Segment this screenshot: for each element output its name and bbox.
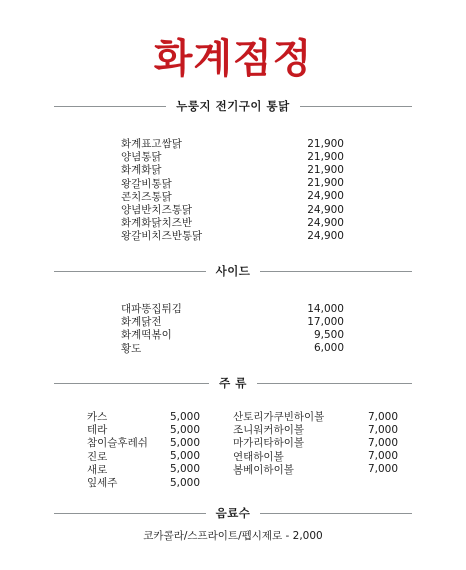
menu-item-price: 7,000 xyxy=(367,436,398,449)
menu-item xyxy=(233,463,398,476)
menu-item-name: 왕갈비치즈반통닭 xyxy=(121,230,203,243)
menu-item-name: 양념통닭 xyxy=(121,151,162,164)
divider-left xyxy=(54,513,206,514)
menu-item-price: 7,000 xyxy=(367,410,398,423)
menu-item-price: 5,000 xyxy=(169,463,200,476)
menu-item-price: 5,000 xyxy=(169,436,200,449)
menu-item xyxy=(87,423,200,436)
section-header-chicken xyxy=(54,98,412,114)
menu-item-price: 24,900 xyxy=(307,190,344,203)
section-title-alcohol: 주 류 xyxy=(219,376,247,390)
menu-item-name: 화계닭전 xyxy=(121,316,162,329)
divider-right xyxy=(300,106,412,107)
divider-right xyxy=(260,271,412,272)
menu-item-price: 7,000 xyxy=(367,423,398,436)
menu-item xyxy=(87,450,200,463)
menu-item xyxy=(121,150,344,163)
section-title-drinks: 음료수 xyxy=(215,506,251,520)
menu-item xyxy=(121,190,344,203)
divider-right xyxy=(257,383,412,384)
menu-item-name: 진로 xyxy=(87,450,108,463)
menu-item-name: 화계떡볶이 xyxy=(121,329,172,342)
menu-item xyxy=(87,436,200,449)
menu-item-price: 24,900 xyxy=(307,229,344,242)
menu-item xyxy=(87,410,200,423)
menu-item-name: 참이슬후레쉬 xyxy=(87,437,148,450)
menu-item-price: 7,000 xyxy=(367,463,398,476)
menu-item xyxy=(233,450,398,463)
divider-left xyxy=(54,383,209,384)
menu-item xyxy=(121,203,344,216)
menu-item xyxy=(121,328,344,341)
menu-item-price: 7,000 xyxy=(367,450,398,463)
menu-item-price: 24,900 xyxy=(307,216,344,229)
divider-left xyxy=(54,271,206,272)
menu-item xyxy=(121,177,344,190)
chicken-menu-list xyxy=(121,137,344,243)
menu-item-price: 21,900 xyxy=(307,163,344,176)
menu-item xyxy=(121,137,344,150)
alcohol-list-left xyxy=(87,410,200,489)
menu-item-name: 화계표고쌈닭 xyxy=(121,138,182,151)
menu-item xyxy=(121,302,344,315)
menu-item xyxy=(121,315,344,328)
menu-item xyxy=(87,476,200,489)
menu-item xyxy=(121,216,344,229)
menu-item-name: 콘치즈통닭 xyxy=(121,190,172,203)
drinks-line: 코카콜라/스프라이트/펩시제로 - 2,000 xyxy=(143,530,323,542)
menu-item-name: 왕갈비통닭 xyxy=(121,177,172,190)
menu-item-price: 5,000 xyxy=(169,476,200,489)
menu-item-name: 화계화닭치즈반 xyxy=(121,217,193,230)
menu-item-name: 새로 xyxy=(87,463,108,476)
side-menu-list xyxy=(121,302,344,355)
section-header-side xyxy=(54,263,412,279)
menu-item-price: 21,900 xyxy=(307,150,344,163)
menu-item-price: 5,000 xyxy=(169,423,200,436)
menu-item-price: 6,000 xyxy=(313,342,344,355)
menu-item-name: 대파똥집튀김 xyxy=(121,303,182,316)
menu-item-price: 5,000 xyxy=(169,410,200,423)
menu-item xyxy=(121,342,344,355)
menu-item-name: 테라 xyxy=(87,424,108,437)
menu-item-name: 조니워커하이볼 xyxy=(233,424,305,437)
brand-logo: 화계점정 xyxy=(153,35,313,82)
menu-item xyxy=(87,463,200,476)
section-header-drinks xyxy=(54,505,412,521)
menu-item xyxy=(233,410,398,423)
menu-item-price: 17,000 xyxy=(307,315,344,328)
alcohol-list-right xyxy=(233,410,398,476)
menu-item-name: 카스 xyxy=(87,411,108,424)
menu-item-price: 24,900 xyxy=(307,203,344,216)
menu-item-name: 마가리타하이볼 xyxy=(233,437,305,450)
section-title-chicken: 누룽지 전기구이 통닭 xyxy=(176,99,290,113)
menu-item-name: 잎세주 xyxy=(87,477,118,490)
divider-left xyxy=(54,106,166,107)
menu-item-price: 21,900 xyxy=(307,177,344,190)
menu-item-price: 5,000 xyxy=(169,450,200,463)
menu-item-name: 황도 xyxy=(121,342,142,355)
menu-item xyxy=(233,436,398,449)
menu-item-name: 양념반치즈통닭 xyxy=(121,204,193,217)
menu-item-name: 봄베이하이볼 xyxy=(233,463,294,476)
menu-item-name: 연태하이볼 xyxy=(233,450,284,463)
menu-item-name: 산토리가쿠빈하이볼 xyxy=(233,411,325,424)
menu-item xyxy=(233,423,398,436)
menu-item-price: 9,500 xyxy=(313,328,344,341)
section-title-side: 사이드 xyxy=(215,264,251,278)
menu-item xyxy=(121,229,344,242)
menu-item-name: 화계화닭 xyxy=(121,164,162,177)
divider-right xyxy=(260,513,412,514)
menu-item xyxy=(121,163,344,176)
menu-item-price: 14,000 xyxy=(307,302,344,315)
menu-item-price: 21,900 xyxy=(307,137,344,150)
section-header-alcohol xyxy=(54,375,412,391)
